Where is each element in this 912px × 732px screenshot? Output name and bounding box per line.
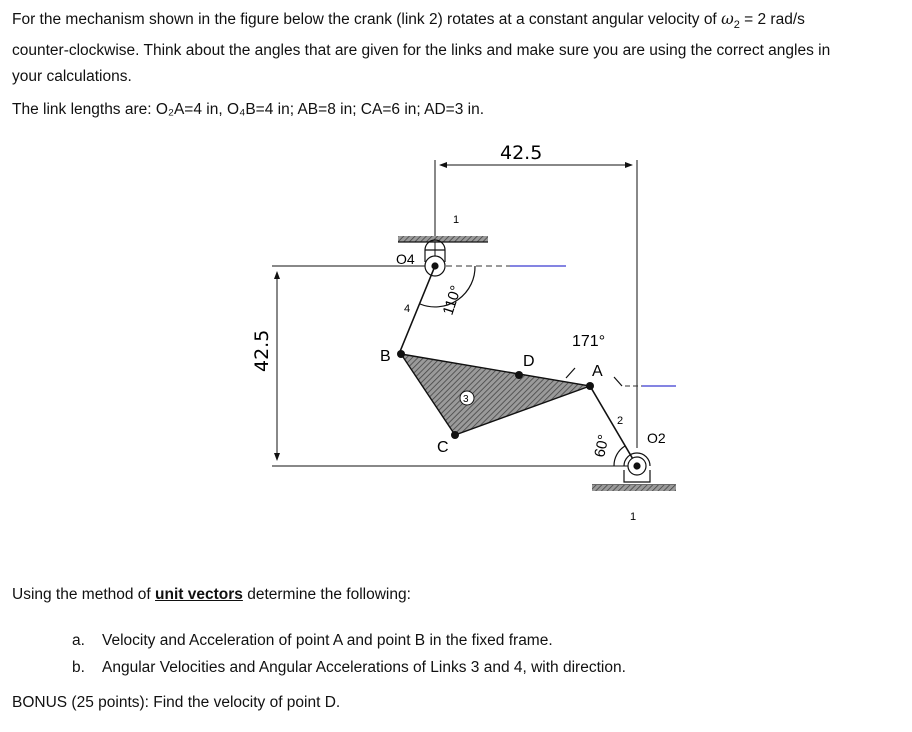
top-ground bbox=[398, 213, 488, 242]
task-item-b bbox=[72, 654, 626, 681]
task-label: b. bbox=[72, 659, 85, 676]
task-label: a. bbox=[72, 632, 85, 649]
task-list bbox=[72, 627, 626, 681]
label-b: B bbox=[380, 348, 391, 365]
dim-horizontal-value: 42.5 bbox=[500, 142, 543, 164]
intro-line-1: For the mechanism shown in the figure below the crank (link 2) rotates at a constant angular velocity of $\omega_2 = 2$ rad/s bbox=[12, 10, 805, 32]
link-lengths: The link lengths are: O₂A=4 in, O₄B=4 in; AB=8 in; CA=6 in; AD=3 in. bbox=[12, 101, 485, 118]
joint-d bbox=[515, 371, 523, 379]
intro-line-2: counter-clockwise. Think about the angles that are given for the links and make sure you are using the correct angles in bbox=[12, 42, 831, 60]
unit-vectors-emphasis: unit vectors bbox=[155, 586, 243, 603]
o2-pivot bbox=[624, 453, 650, 482]
dim-vertical-value: 42.5 bbox=[251, 329, 273, 372]
method-line: Using the method of unit vectors determine the following: bbox=[12, 586, 411, 603]
label-o2: O2 bbox=[647, 430, 666, 446]
task-text: Velocity and Acceleration of point A and point B in the fixed frame. bbox=[102, 632, 553, 649]
omega-subscript: 2 bbox=[733, 19, 740, 32]
task-item-a bbox=[72, 627, 626, 654]
omega-symbol: ω bbox=[721, 10, 734, 28]
bottom-ground bbox=[592, 485, 676, 491]
angle-arc-o2 bbox=[614, 446, 625, 466]
angle-a-tick-left bbox=[566, 368, 575, 378]
angle-a-tick-right bbox=[614, 377, 622, 386]
joint-b bbox=[397, 350, 405, 358]
intro-line-3: your calculations. bbox=[12, 68, 132, 86]
angle-a-value: 171° bbox=[572, 333, 606, 350]
label-o4: O4 bbox=[396, 251, 415, 267]
link-4-label: 4 bbox=[404, 303, 411, 315]
bonus-question: BONUS (25 points): Find the velocity of point D. bbox=[12, 694, 341, 711]
omega-value: = 2 rad/s bbox=[739, 11, 805, 28]
label-d: D bbox=[523, 353, 535, 370]
ground-top-label: 1 bbox=[453, 214, 460, 226]
label-c: C bbox=[437, 439, 449, 456]
angle-o4-value: 110° bbox=[439, 283, 466, 318]
link-2-label: 2 bbox=[617, 415, 624, 427]
link-3-triangle bbox=[401, 354, 590, 435]
label-a: A bbox=[592, 363, 603, 380]
link-3-label: 3 bbox=[463, 394, 469, 405]
angle-o2-value: 60° bbox=[591, 433, 613, 459]
joint-c bbox=[451, 431, 459, 439]
ground-bottom-label: 1 bbox=[630, 511, 637, 523]
task-text: Angular Velocities and Angular Accelerations of Links 3 and 4, with direction. bbox=[102, 659, 626, 676]
